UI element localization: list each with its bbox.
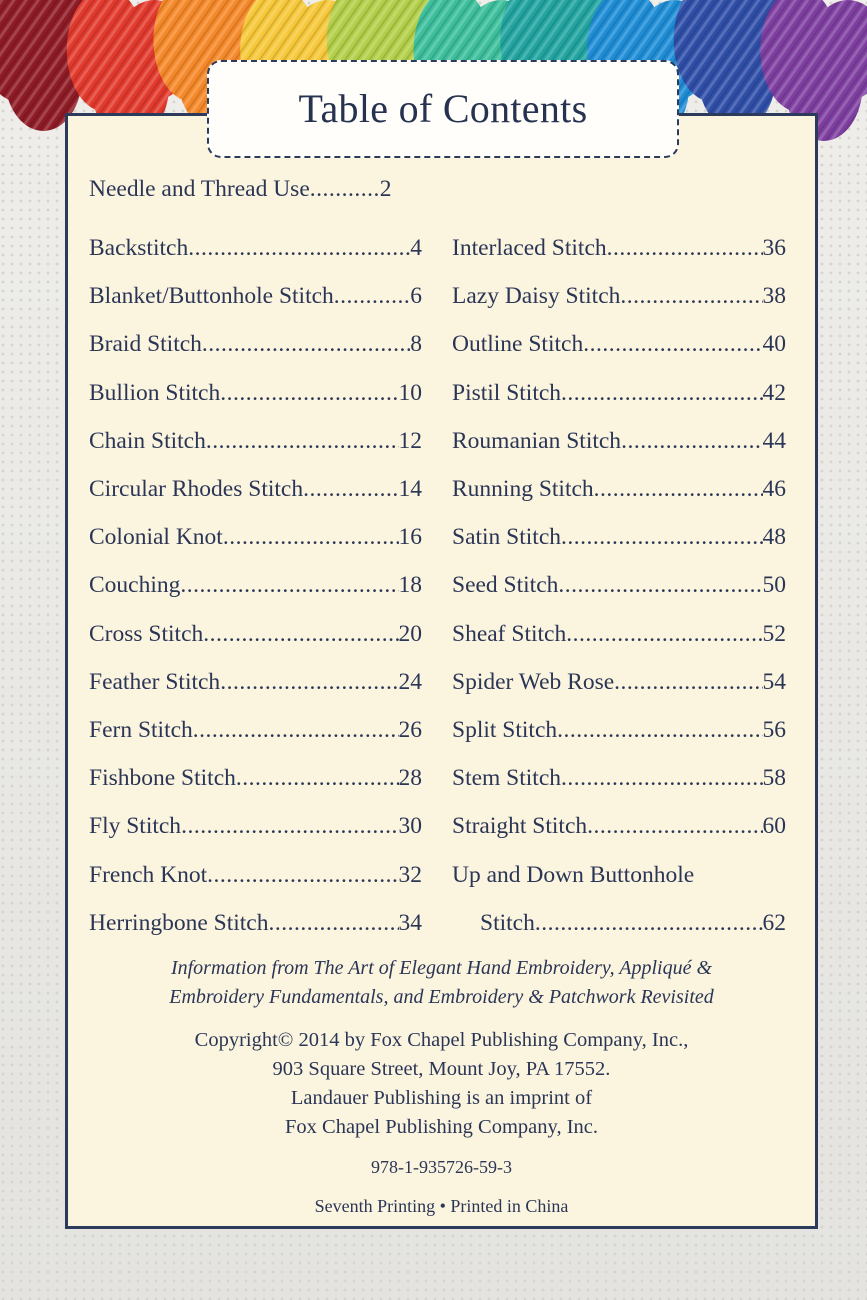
entry-title: French Knot xyxy=(89,862,208,888)
entry-page: 20 xyxy=(398,621,422,647)
toc-entry[interactable] xyxy=(452,524,786,554)
entry-title: Roumanian Stitch xyxy=(452,428,622,454)
toc-entry-needle-thread-use[interactable] xyxy=(89,176,422,206)
toc-entry[interactable] xyxy=(452,621,786,651)
entry-page: 54 xyxy=(762,669,786,695)
dot-leader xyxy=(583,331,762,358)
source-line: Embroidery Fundamentals, and Embroidery & Patchwork Revisited xyxy=(169,986,714,1008)
dot-leader xyxy=(587,813,762,840)
entry-title: Split Stitch xyxy=(452,717,558,743)
entry-title: Chain Stitch xyxy=(89,428,206,454)
entry-page: 58 xyxy=(762,765,786,791)
entry-page: 50 xyxy=(762,572,786,598)
entry-page: 52 xyxy=(762,621,786,647)
entry-title: Bullion Stitch xyxy=(89,380,221,406)
toc-entry[interactable] xyxy=(89,235,422,265)
toc-entry[interactable] xyxy=(452,765,786,795)
copyright-line: Copyright© 2014 by Fox Chapel Publishing Company, Inc., xyxy=(194,1029,689,1051)
dot-leader xyxy=(303,476,398,503)
dot-leader xyxy=(220,380,398,407)
toc-entry[interactable] xyxy=(89,331,422,361)
toc-entry[interactable] xyxy=(89,862,422,892)
copyright-line: Fox Chapel Publishing Company, Inc. xyxy=(285,1116,598,1138)
entry-page: 6 xyxy=(410,283,422,309)
toc-entry[interactable] xyxy=(452,669,786,699)
entry-title: Colonial Knot xyxy=(89,524,223,550)
dot-leader xyxy=(207,862,398,889)
entry-title: Cross Stitch xyxy=(89,621,204,647)
entry-page: 38 xyxy=(762,283,786,309)
dot-leader xyxy=(236,765,399,792)
toc-entry[interactable] xyxy=(452,235,786,265)
entry-page: 34 xyxy=(398,910,422,936)
dot-leader xyxy=(558,572,762,599)
entry-page: 2 xyxy=(379,176,392,202)
toc-entry[interactable] xyxy=(89,428,422,458)
dot-leader xyxy=(557,717,762,744)
copyright-line: 903 Square Street, Mount Joy, PA 17552. xyxy=(272,1058,611,1080)
dot-leader xyxy=(594,476,763,503)
copyright-block xyxy=(70,1026,813,1142)
toc-entry[interactable] xyxy=(452,717,786,747)
dot-leader xyxy=(561,765,762,792)
entry-title: Braid Stitch xyxy=(89,331,202,357)
entry-page: 62 xyxy=(762,910,786,936)
entry-title: Sheaf Stitch xyxy=(452,621,567,647)
entry-title: Interlaced Stitch xyxy=(452,235,607,261)
toc-entry[interactable] xyxy=(89,717,422,747)
entry-title: Stitch xyxy=(480,910,535,936)
dot-leader xyxy=(620,283,762,310)
entry-title: Blanket/Buttonhole Stitch xyxy=(89,283,334,309)
dot-leader xyxy=(607,235,763,262)
isbn: 978-1-935726-59-3 xyxy=(371,1157,512,1177)
entry-title: Couching xyxy=(89,572,181,598)
dot-leader xyxy=(203,621,398,648)
entry-title: Seed Stitch xyxy=(452,572,559,598)
toc-entry[interactable] xyxy=(89,669,422,699)
toc-entry[interactable] xyxy=(452,572,786,602)
dot-leader xyxy=(268,910,398,937)
entry-page: 16 xyxy=(398,524,422,550)
dot-leader xyxy=(180,572,398,599)
entry-title: Needle and Thread Use xyxy=(89,176,310,202)
toc-entry[interactable] xyxy=(452,813,786,843)
entry-page: 12 xyxy=(398,428,422,454)
dot-leader xyxy=(223,524,399,551)
dot-leader xyxy=(206,428,399,455)
toc-entry[interactable] xyxy=(89,283,422,313)
entry-title: Outline Stitch xyxy=(452,331,584,357)
toc-entry[interactable] xyxy=(452,428,786,458)
dot-leader xyxy=(188,235,410,262)
entry-title: Running Stitch xyxy=(452,476,594,502)
entry-title: Lazy Daisy Stitch xyxy=(452,283,621,309)
toc-entry[interactable] xyxy=(89,476,422,506)
entry-title: Straight Stitch xyxy=(452,813,588,839)
toc-entry[interactable] xyxy=(89,765,422,795)
entry-page: 36 xyxy=(762,235,786,261)
entry-title: Feather Stitch xyxy=(89,669,221,695)
dot-leader xyxy=(181,813,398,840)
toc-entry-up-down-buttonhole[interactable] xyxy=(452,862,786,892)
toc-entry[interactable] xyxy=(89,813,422,843)
entry-page: 60 xyxy=(762,813,786,839)
entry-page: 26 xyxy=(398,717,422,743)
printing-info: Seventh Printing • Printed in China xyxy=(314,1196,569,1216)
toc-entry[interactable] xyxy=(89,621,422,651)
entry-page: 28 xyxy=(398,765,422,791)
entry-page: 40 xyxy=(762,331,786,357)
toc-entry[interactable] xyxy=(89,910,422,940)
entry-page: 32 xyxy=(398,862,422,888)
toc-entry-up-down-buttonhole-cont[interactable] xyxy=(480,910,786,940)
entry-page: 24 xyxy=(398,669,422,695)
entry-title: Circular Rhodes Stitch xyxy=(89,476,304,502)
dot-leader xyxy=(614,669,762,696)
entry-title: Up and Down Buttonhole xyxy=(452,862,695,888)
dot-leader xyxy=(561,524,762,551)
toc-entry[interactable] xyxy=(452,331,786,361)
title-tab xyxy=(207,60,679,158)
dot-leader xyxy=(220,669,398,696)
dot-leader xyxy=(621,428,762,455)
entry-title: Fern Stitch xyxy=(89,717,193,743)
entry-title: Satin Stitch xyxy=(452,524,562,550)
entry-page: 8 xyxy=(410,331,422,357)
dot-leader xyxy=(334,283,410,310)
entry-page: 4 xyxy=(410,235,422,261)
entry-page: 46 xyxy=(762,476,786,502)
source-note xyxy=(70,954,813,1012)
entry-title: Stem Stitch xyxy=(452,765,562,791)
entry-title: Backstitch xyxy=(89,235,189,261)
entry-page: 14 xyxy=(398,476,422,502)
entry-page: 48 xyxy=(762,524,786,550)
dot-leader xyxy=(202,331,410,358)
dot-leader xyxy=(561,380,762,407)
copyright-line: Landauer Publishing is an imprint of xyxy=(290,1087,593,1109)
entry-title: Pistil Stitch xyxy=(452,380,562,406)
entry-page: 42 xyxy=(762,380,786,406)
entry-title: Fly Stitch xyxy=(89,813,182,839)
entry-page: 56 xyxy=(762,717,786,743)
entry-page: 30 xyxy=(398,813,422,839)
dot-leader xyxy=(193,717,399,744)
toc-entry[interactable] xyxy=(452,380,786,410)
entry-page: 44 xyxy=(762,428,786,454)
toc-entry[interactable] xyxy=(89,380,422,410)
dot-leader xyxy=(566,621,762,648)
toc-entry[interactable] xyxy=(452,283,786,313)
entry-page: 10 xyxy=(398,380,422,406)
dot-leader xyxy=(310,176,380,203)
toc-entry[interactable] xyxy=(452,476,786,506)
source-line: Information from The Art of Elegant Hand Embroidery, Appliqué & xyxy=(170,957,713,979)
dot-leader xyxy=(535,910,763,937)
entry-title: Spider Web Rose xyxy=(452,669,615,695)
page-title: Table of Contents xyxy=(298,86,588,131)
toc-entry[interactable] xyxy=(89,524,422,554)
entry-page: 18 xyxy=(398,572,422,598)
entry-title: Herringbone Stitch xyxy=(89,910,269,936)
entry-title: Fishbone Stitch xyxy=(89,765,236,791)
toc-entry[interactable] xyxy=(89,572,422,602)
